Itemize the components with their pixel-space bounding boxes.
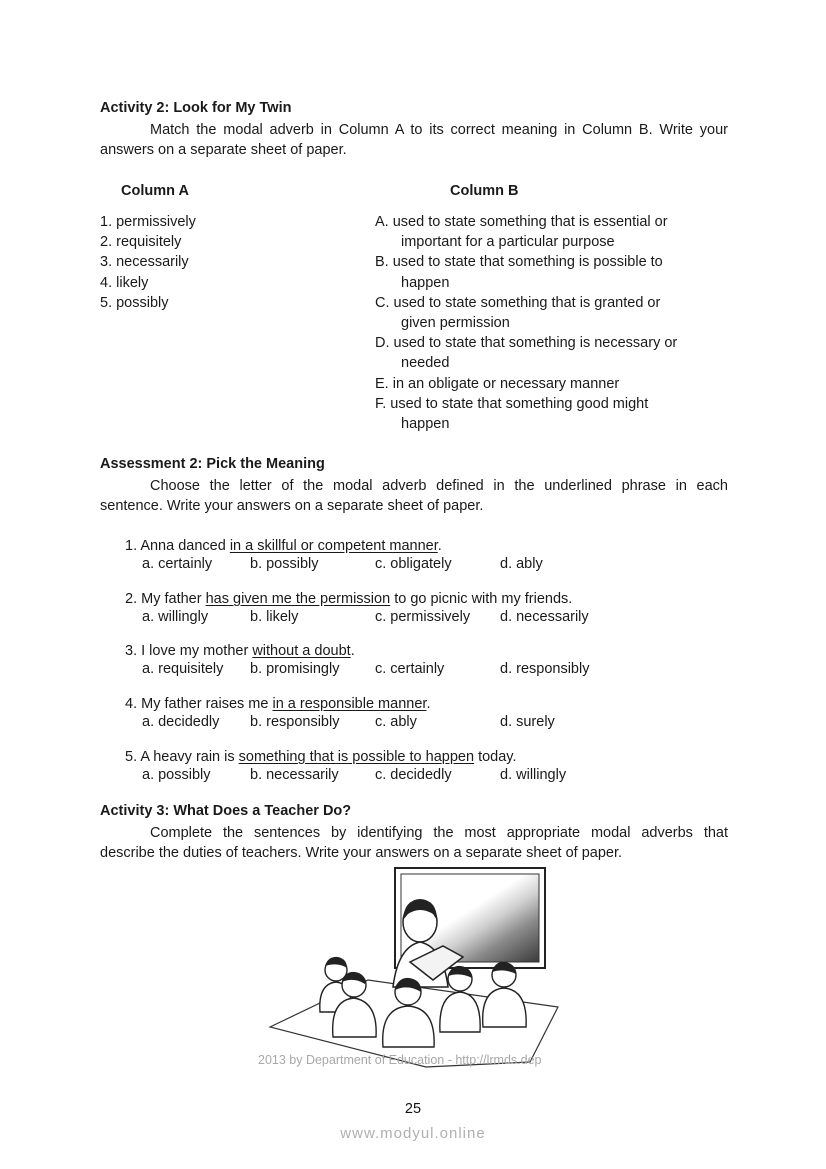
column-a-header: Column A	[121, 183, 189, 199]
column-b-item-text: E. in an obligate or necessary manner	[375, 375, 620, 392]
column-b-item-text: D. used to state that something is necessary or	[375, 335, 678, 352]
stem-text: today.	[474, 749, 517, 765]
option-d: d. necessarily	[500, 609, 589, 625]
column-b-item-cont: happen	[401, 416, 450, 433]
column-b-item-cont: happen	[401, 274, 450, 291]
column-b-item	[375, 293, 677, 333]
question-2	[125, 590, 725, 626]
option-d: d. surely	[500, 714, 555, 730]
option-d: d. responsibly	[500, 661, 590, 677]
option-a: a. decidedly	[142, 714, 220, 730]
underlined-phrase: in a skillful or competent manner	[229, 538, 438, 554]
answer-options	[125, 660, 725, 678]
question-4	[125, 695, 725, 731]
question-stem	[125, 642, 725, 660]
column-b-item	[375, 394, 677, 434]
column-b-item-cont: given permission	[401, 315, 510, 332]
option-b: b. possibly	[250, 556, 319, 572]
answer-options	[125, 766, 725, 784]
underlined-phrase: without a doubt	[252, 643, 351, 659]
column-b-item-text: B. used to state that something is possible to	[375, 254, 663, 271]
option-d: d. willingly	[500, 767, 567, 783]
column-a-item: 5. possibly	[100, 294, 169, 311]
activity2-instructions	[100, 120, 728, 160]
column-a-item: 3. necessarily	[100, 254, 189, 271]
column-a-list	[100, 212, 196, 313]
underlined-phrase: in a responsible manner	[272, 696, 427, 712]
column-b-header: Column B	[450, 183, 519, 199]
option-d: d. ably	[500, 556, 543, 572]
option-c: c. ably	[375, 714, 417, 730]
question-stem	[125, 590, 725, 608]
answer-options	[125, 555, 725, 573]
page-number: 25	[404, 1101, 422, 1117]
column-b-list	[375, 212, 677, 434]
underlined-phrase: something that is possible to happen	[238, 749, 475, 765]
illustration-credit: 2013 by Department of Education - http://lrmds.dep	[258, 1053, 542, 1067]
activity3-instruction-line2: describe the duties of teachers. Write your answers on a separate sheet of paper.	[100, 845, 623, 861]
stem-text: 3. I love my mother	[125, 643, 253, 659]
option-b: b. responsibly	[250, 714, 340, 730]
question-stem	[125, 537, 725, 555]
question-1	[125, 537, 725, 573]
option-a: a. possibly	[142, 767, 211, 783]
stem-text: 5. A heavy rain is	[125, 749, 239, 765]
option-c: c. permissively	[375, 609, 471, 625]
stem-text: 4. My father raises me	[125, 696, 273, 712]
column-b-item	[375, 333, 677, 373]
activity3-title: Activity 3: What Does a Teacher Do?	[100, 803, 352, 819]
column-b-item-cont: needed	[401, 355, 450, 372]
option-a: a. requisitely	[142, 661, 224, 677]
column-b-item-text: A. used to state something that is essential or	[375, 214, 668, 230]
question-5	[125, 748, 725, 784]
column-a-item: 2. requisitely	[100, 234, 182, 251]
stem-text: .	[437, 538, 442, 554]
column-b-item	[375, 252, 677, 292]
option-a: a. certainly	[142, 556, 213, 572]
column-b-item-text: C. used to state something that is granted or	[375, 294, 661, 311]
option-c: c. obligately	[375, 556, 452, 572]
stem-text: .	[426, 696, 431, 712]
stem-text: 1. Anna danced	[125, 538, 230, 554]
question-3	[125, 642, 725, 678]
column-b-item-text: F. used to state that something good might	[375, 395, 649, 412]
option-c: c. certainly	[375, 661, 445, 677]
assessment2-instructions	[100, 476, 728, 516]
stem-text: .	[350, 643, 355, 659]
website-watermark: www.modyul.online	[340, 1125, 486, 1142]
column-b-item	[375, 212, 677, 252]
teacher-reading-illustration	[258, 862, 588, 1072]
answer-options	[125, 713, 725, 731]
assessment2-title: Assessment 2: Pick the Meaning	[100, 456, 325, 472]
option-c: c. decidedly	[375, 767, 452, 783]
activity2-title: Activity 2: Look for My Twin	[100, 100, 292, 116]
teacher-with-children-image	[258, 862, 588, 1072]
stem-text: to go picnic with my friends.	[390, 591, 573, 607]
column-b-item	[375, 374, 677, 394]
assessment2-instruction-line1: Choose the letter of the modal adverb defined in the underlined phrase in each	[150, 478, 728, 494]
option-b: b. necessarily	[250, 767, 339, 783]
option-b: b. likely	[250, 609, 299, 625]
question-stem	[125, 695, 725, 713]
option-a: a. willingly	[142, 609, 209, 625]
column-b-item-cont: important for a particular purpose	[401, 234, 615, 251]
underlined-phrase: has given me the permission	[205, 591, 391, 607]
question-stem	[125, 748, 725, 766]
activity2-instruction-line1: Match the modal adverb in Column A to its correct meaning in Column B. Write your	[150, 122, 728, 138]
activity3-instruction-line1: Complete the sentences by identifying the most appropriate modal adverbs that	[150, 825, 728, 841]
column-a-item: 4. likely	[100, 274, 149, 291]
stem-text: 2. My father	[125, 591, 206, 607]
activity3-instructions	[100, 823, 728, 863]
answer-options	[125, 608, 725, 626]
column-a-item: 1. permissively	[100, 214, 196, 230]
option-b: b. promisingly	[250, 661, 340, 677]
activity2-instruction-line2: answers on a separate sheet of paper.	[100, 142, 347, 158]
assessment2-instruction-line2: sentence. Write your answers on a separate sheet of paper.	[100, 498, 484, 514]
